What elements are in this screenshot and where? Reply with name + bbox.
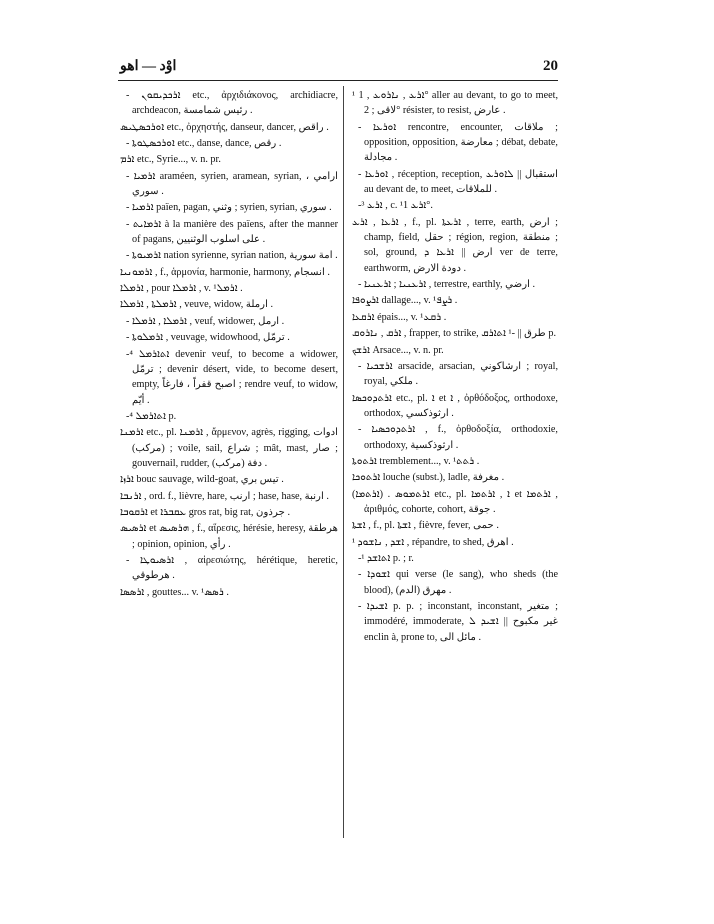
running-header	[120, 58, 558, 80]
header-rule	[118, 80, 558, 81]
dictionary-entry: ܐܪܣܝܣ et ܗܪܣܝܣ , f., αἵρεσις, hérésie, heresy, هرطقة ; opinion, opinion, رأي .	[120, 523, 339, 550]
dictionary-entry: ܐܫܬܐ , f., pl. ܐܫܬܐ , fièvre, fever, حمى .	[352, 520, 499, 532]
dictionary-entry: - ܐܘܪܥܐ rencontre, encounter, ملاقات ; opposition, opposition, معارضة ; débat, debate, مجادلة .	[358, 121, 558, 164]
dictionary-entry: ܐܪܩܥܐ épais..., v. ¹ܪܩܥ .	[352, 311, 447, 323]
header-guide-words: اوْد — اهو	[120, 59, 177, 74]
dictionary-entry: - ܐܪܡܝܘܬܐ nation syrienne, syrian nation, امة سورية .	[126, 250, 338, 262]
dictionary-entry: - ܐܪܡܝܐ païen, pagan, وثني ; syrien, syrian, سوري .	[126, 202, 332, 214]
dictionary-entry: - ܐܪܡܠܐ , ܐܪܡܠܐ , veuf, widower, ارمل .	[126, 315, 285, 327]
dictionary-entry: ܐܪܡܠܬܐ , ܐܪܡܠܐ , veuve, widow, ارملة .	[120, 299, 274, 311]
dictionary-entry: -⁴ ܐܬܐܪܡܠ p.	[126, 410, 177, 422]
column-divider	[343, 86, 344, 838]
dictionary-entry: - ܐܪܥܢܝܐ ; ܐܪܥܢܝܐ , terrestre, earthly, ارضي .	[358, 279, 536, 291]
dictionary-entry: ¹ ܐܪܥ , ܢܐܪܘܥ , 1° aller au devant, to go to meet, لاقى ; 2° résister, to resist, عارض .	[352, 90, 558, 117]
dictionary-entry: - ܐܫܝܕܐ p. p. ; inconstant, inconstant, متغير ; immodéré, immoderate, غير مكبوح || ܐܫܝܕ ܠ enclin à, prone to, مائل الى .	[358, 601, 558, 643]
dictionary-entry: - ܐܘܪܥܐ , réception, reception, استقبال || ܠܐܘܪܥ au devant de, to meet, للملاقات .	[358, 168, 558, 196]
left-column	[120, 88, 338, 601]
dictionary-entry: - ܐܪܡܠܘܬܐ , veuvage, widowhood, ترمّل .	[126, 332, 290, 344]
dictionary-entry: - ܐܪܬܕܘܟܣܝܐ , f., ὀρθοδοξία, orthodoxie, orthodoxy, ارثوذكسية .	[358, 424, 558, 451]
dictionary-entry: -³ ܐܪܥ , c. ¹ܐܪܥ 1°.	[358, 200, 433, 212]
dictionary-entry: ܐܪܣܣܐ , gouttes... v. ¹ܪܣܣ .	[120, 586, 229, 598]
dictionary-entry: ܐܪܡܢܐ etc., pl. ܐܪܡܢܐ , ἄρμενον, agrès, rigging, ادوات (مركب) ; voile, sail, شراع ; mât, mast, صار ; gouvernail, rudder, دفة (مركب) .	[120, 427, 338, 469]
right-column	[352, 88, 558, 646]
dictionary-entry: ܐܪܙܐ bouc sauvage, wild-goat, تيس بري .	[120, 474, 284, 486]
dictionary-entry: - ܐܪܟܕܝܩܘܢ etc., ἀρχιδιάκονος, archidiacre, archdeacon, رئيس شمامسة .	[126, 90, 338, 117]
dictionary-entry: ܐܪܩ , ܢܐܪܘܩ , frapper, to strike, طرق || -¹ ܐܬܐܪܩ p.	[352, 328, 556, 340]
dictionary-entry: ܐܘܪܟܣܛܝܣ etc., ὀρχηστής, danseur, dancer, راقص .	[120, 121, 329, 133]
dictionary-entry: ܐܪܡܘܢܝܐ , f., ἁρμονία, harmonie, harmony, انسجام .	[120, 266, 330, 278]
dictionary-entry: - ܐܪܫܟܝܐ arsacide, arsacian, ارشاكوني ; royal, royal, ملكي .	[358, 360, 558, 388]
dictionary-entry: ܐܪܩܘܒܐ et ܥܩܒܪܐ gros rat, big rat, جرذون .	[120, 506, 290, 518]
dictionary-entry: -⁴ ܐܬܐܪܡܠ devenir veuf, to become a widower, ترمّل ; devenir désert, vide, to become desert, empty, اصبح قفراً ، فارغاً ; rendre veuf, to widow, أيّم .	[126, 348, 338, 406]
dictionary-entry: ¹ ܐܫܕ , ܢܐܫܘܕ , répandre, to shed, اهرق .	[352, 536, 514, 548]
dictionary-entry: - ܐܘܪܟܣܛܘܬܐ etc., danse, dance, رقص .	[126, 138, 282, 150]
dictionary-entry: - ܐܪܡܐܝܬ à la manière des païens, after the manner of pagans, على اسلوب الوثنيين .	[126, 218, 338, 246]
dictionary-entry: ܐܪܬܘܬܐ tremblement..., v. ¹ܪܬܬ .	[352, 455, 480, 467]
dictionary-entry: ܐܪܬܘܟܐ louche (subst.), ladle, مغرفة .	[352, 472, 505, 484]
dictionary-entry: ܐܪܬܕܘܟܣܐ etc., pl. ܐ et ܐ , ὀρθόδοξος, orthodoxe, orthodox, ارثوذكسي .	[352, 392, 558, 419]
dictionary-entry: -¹ ܐܬܐܫܕ p. ; r.	[358, 552, 414, 564]
dictionary-entry: ܐܪܢܒܐ , ord. f., lièvre, hare, ارنب ; hase, hase, ارنبة .	[120, 490, 329, 502]
dictionary-entry: (ܐܪܬܡܐ) . ܐܪܬܡܘܣ etc., pl. ܐ , ܐܪܬܡܐ et ܐܪܬܡܐ , ἀριθμός, cohorte, cohort, جوقة .	[352, 488, 558, 515]
page-number: 20	[543, 58, 558, 74]
dictionary-entry: ܐܪܡܠܐ , pour ܐܪܡܠܐ , v. ¹ܐܪܡܠ .	[120, 283, 243, 295]
dictionary-entry: ܐܪܫܟ Arsace..., v. n. pr.	[352, 344, 444, 356]
dictionary-entry: ܐܪܨܘܦܐ dallage..., v. ¹ܪܨܦ .	[352, 295, 458, 307]
dictionary-entry: - ܐܫܘܕܐ qui verse (le sang), who sheds (the blood), مهرق (الدم) .	[358, 569, 558, 596]
dictionary-entry: ܐܪܥܐ , ܐܪܥ , f., pl. ܐܪܥܬܐ , terre, earth, ارض ; champ, field, حقل ; région, region, منطقة ; sol, ground, ارض || ܐܪܥܐ ܕ ver de terre, earthworm, دودة الارض .	[352, 216, 558, 274]
dictionary-entry: ܐܪܡ etc., Syrie..., v. n. pr.	[120, 154, 221, 166]
dictionary-entry: - ܐܪܣܝܘܛܐ , αἱρεσιώτης, hérétique, heretic, هرطوقي .	[126, 554, 338, 582]
dictionary-entry: - ܐܪܡܝܐ araméen, syrien, aramean, syrian, ارامي ، سوري .	[126, 170, 338, 198]
